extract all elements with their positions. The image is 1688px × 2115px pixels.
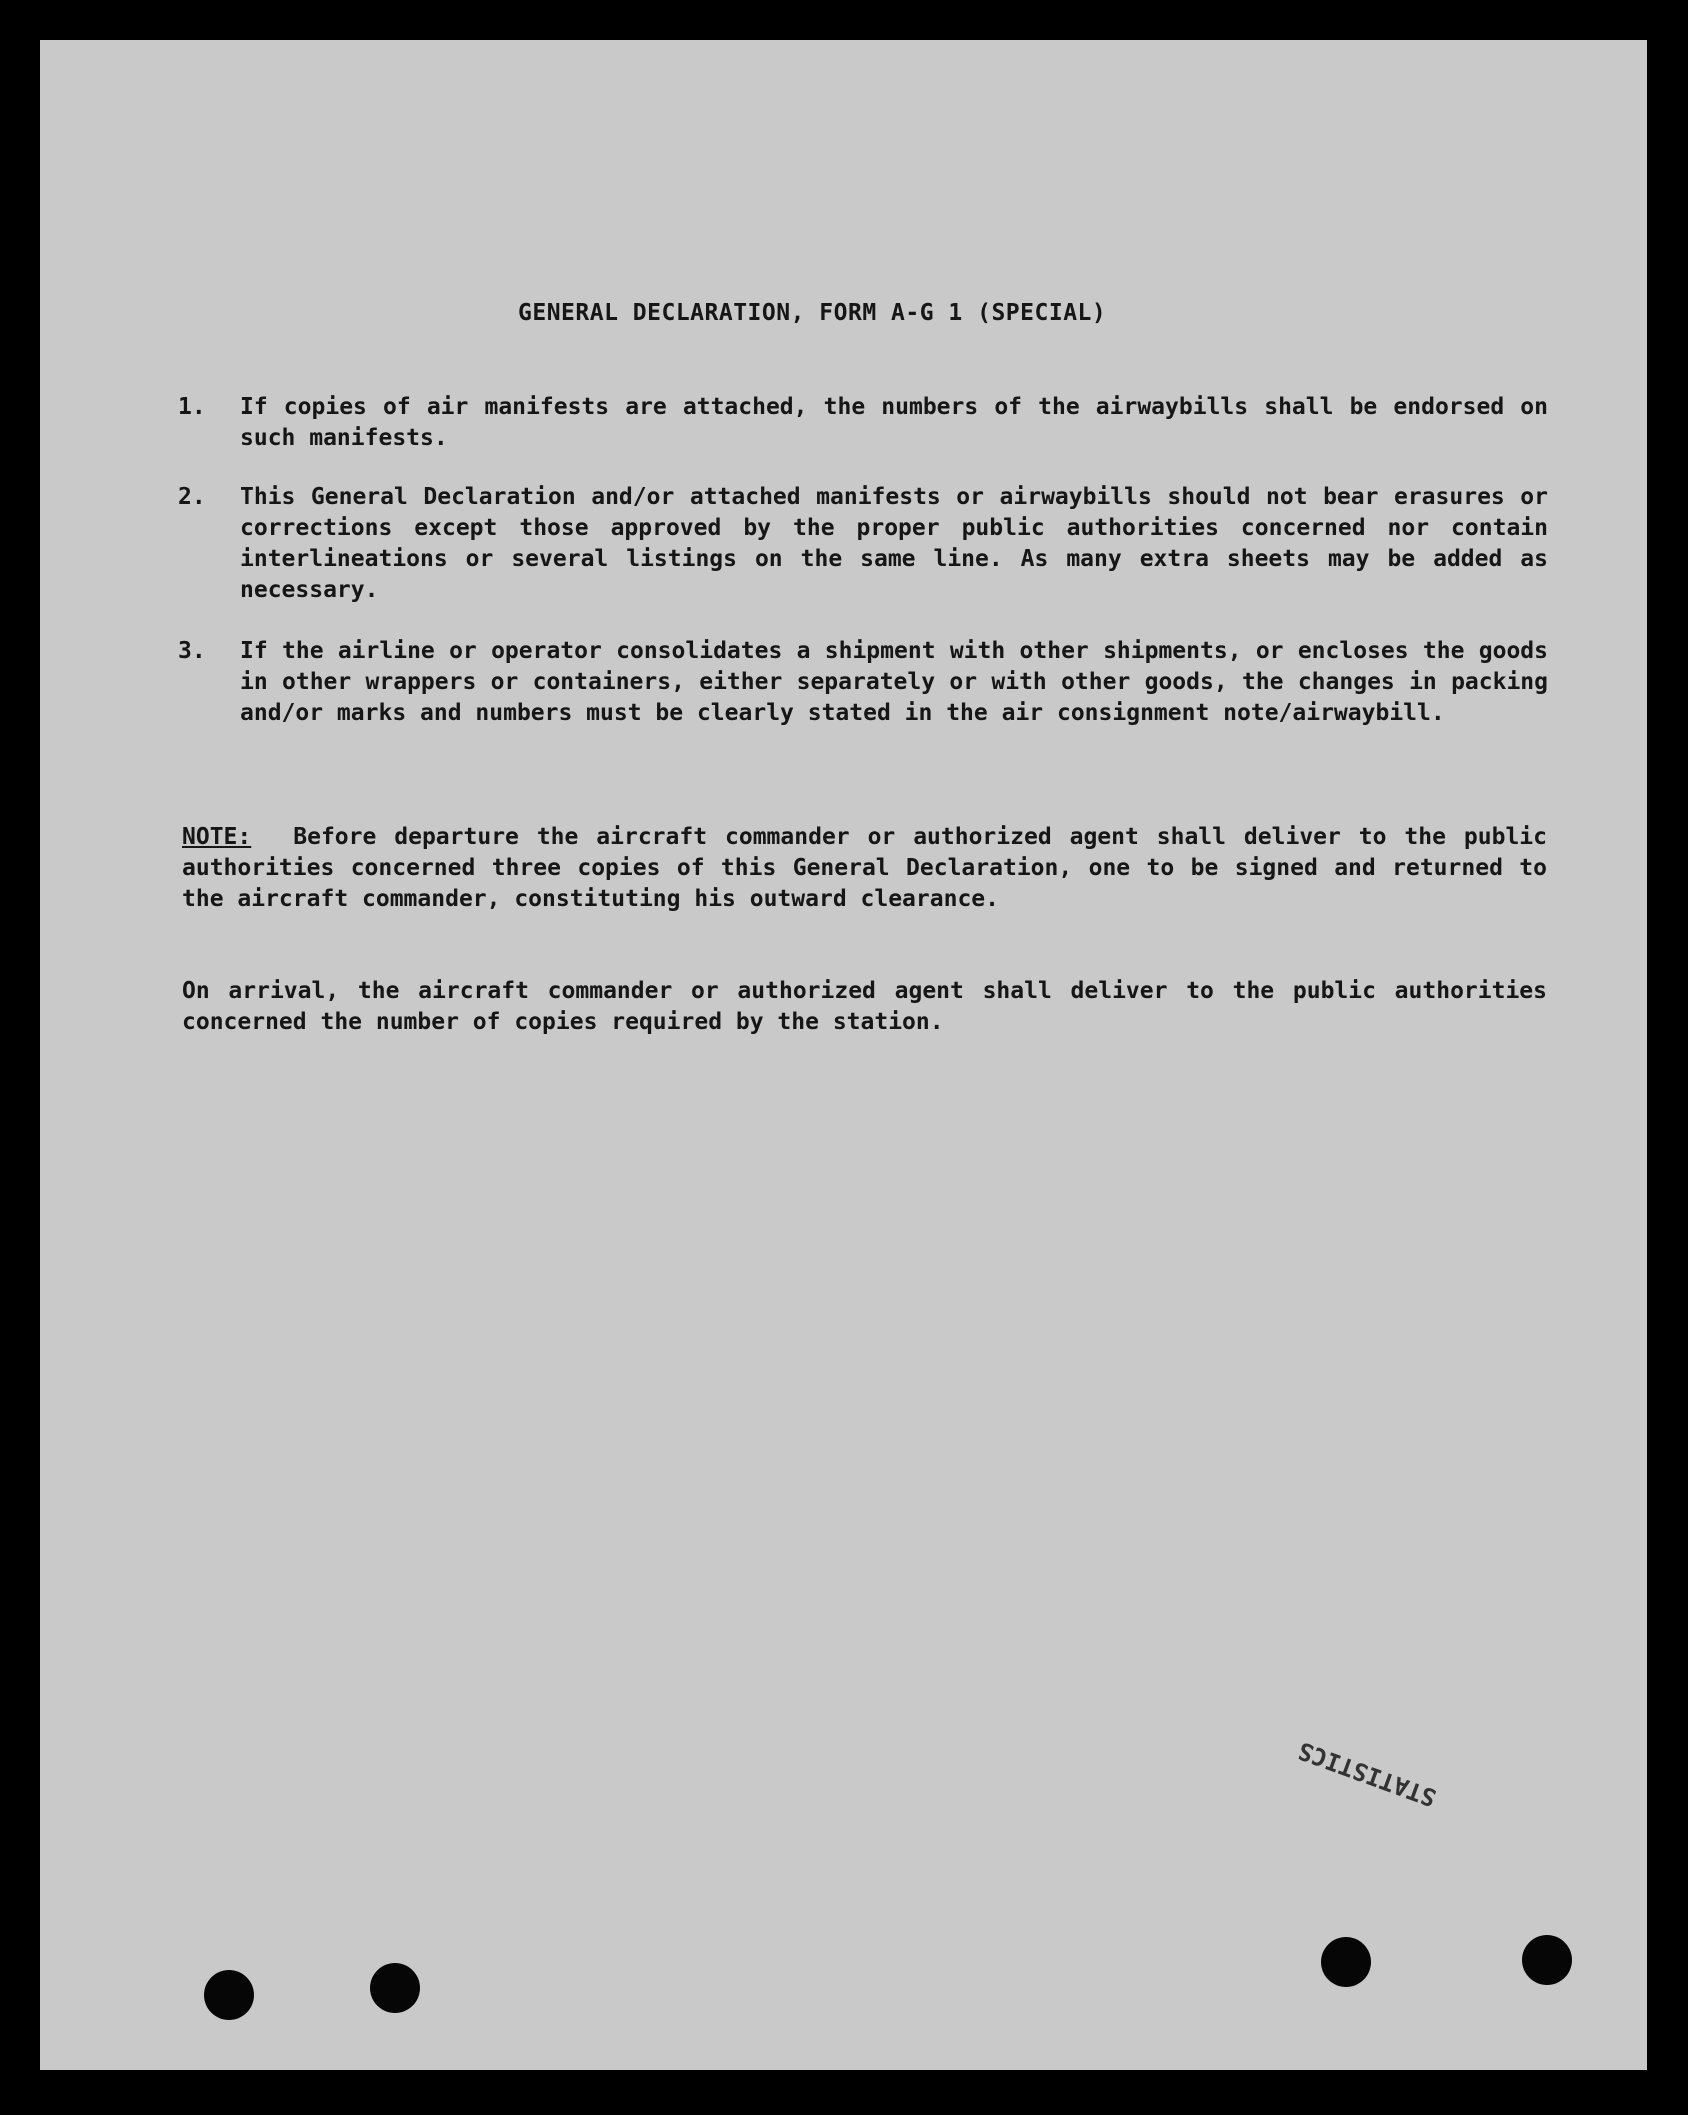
- item-text: This General Declaration and/or attached manifests or airwaybills should not bear erasures or corrections except those approved by the proper public authorities concerned nor contain interlineations or several listings on the same line. As many extra sheets may be added as necessary.: [240, 484, 1548, 603]
- item-number: 1.: [178, 394, 206, 420]
- scan-artifacts: [40, 40, 1647, 2070]
- punch-hole: [370, 1963, 420, 2013]
- document-title: GENERAL DECLARATION, FORM A-G 1 (SPECIAL): [518, 300, 1107, 326]
- note-label: NOTE:: [182, 824, 252, 850]
- item-text: If the airline or operator consolidates a shipment with other shipments, or encloses the goods in other wrappers or containers, either separately or with other goods, the changes in packing and/or marks and numbers must be clearly stated in the air consignment note/airwaybill.: [240, 638, 1548, 726]
- item-number: 2.: [178, 484, 206, 510]
- arrival-paragraph: On arrival, the aircraft commander or authorized agent shall deliver to the public authorities concerned the number of copies required by the station.: [182, 978, 1547, 1035]
- punch-hole: [204, 1970, 254, 2020]
- statistics-stamp: STATISTICS: [1294, 1736, 1440, 1812]
- item-number: 3.: [178, 638, 206, 664]
- item-text: If copies of air manifests are attached, the numbers of the airwaybills shall be endorsed on such manifests.: [240, 394, 1548, 451]
- punch-hole: [1522, 1935, 1572, 1985]
- paper-sheet: [40, 40, 1647, 2070]
- punch-hole: [1321, 1937, 1371, 1987]
- note-text: Before departure the aircraft commander or authorized agent shall deliver to the public authorities concerned three copies of this General Declaration, one to be signed and returned to the aircraft commander, constituting his outward clearance.: [182, 824, 1547, 912]
